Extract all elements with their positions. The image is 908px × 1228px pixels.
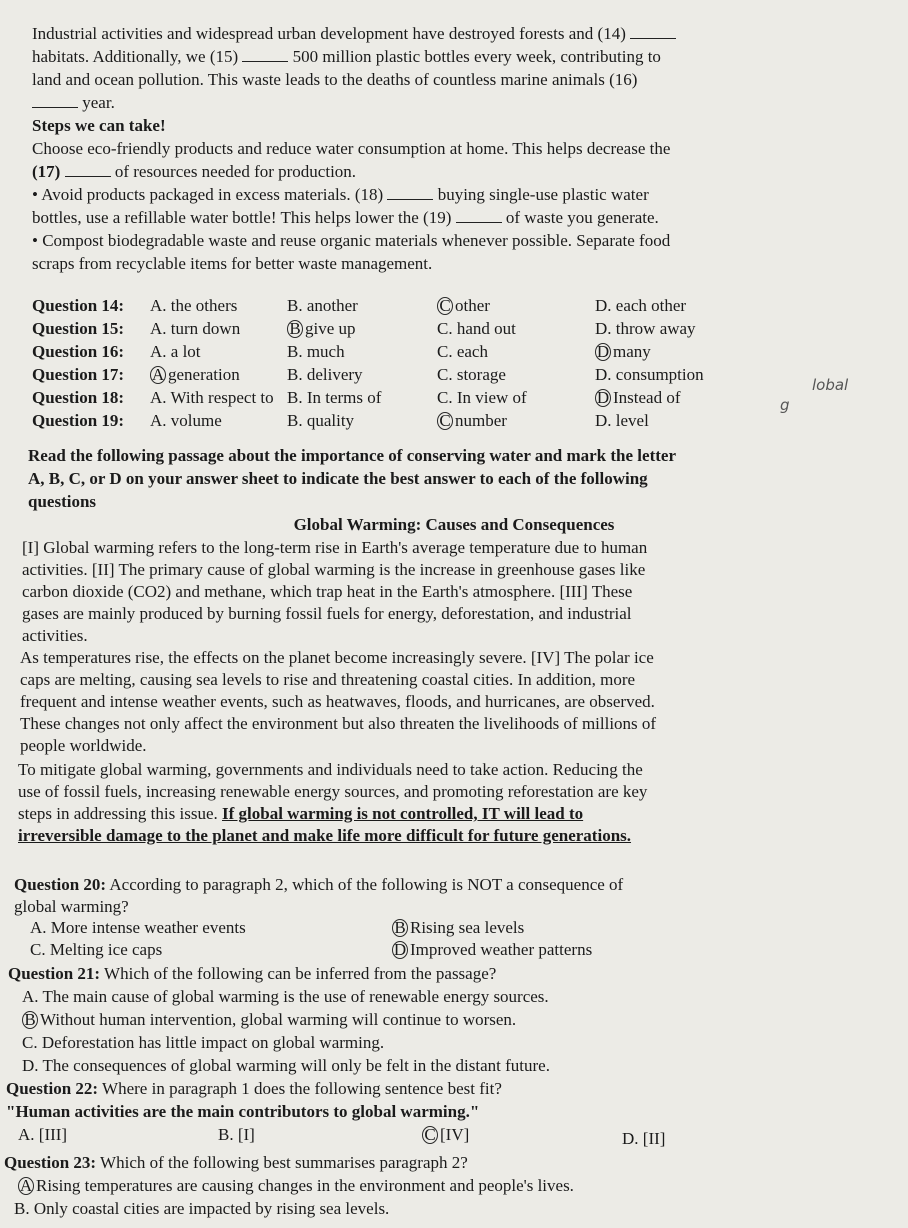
q21-option-c[interactable]: C. Deforestation has little impact on global warming. <box>22 1033 385 1052</box>
question-17-row: Question 17: A generation B. delivery C. storage D. consumption <box>32 365 704 384</box>
q14-option-c[interactable]: C other <box>437 296 490 316</box>
instructions-line-1: Read the following passage about the importance of conserving water and mark the letter <box>28 446 676 465</box>
q18-option-a[interactable]: A. With respect to <box>150 388 274 407</box>
cloze-line-2: habitats. Additionally, we (15) 500 million plastic bottles every week, contributing to <box>32 47 661 66</box>
blank-15 <box>242 47 288 62</box>
q16-option-a[interactable]: A. a lot <box>150 342 201 361</box>
passage-title: Global Warming: Causes and Consequences <box>293 515 615 534</box>
handwritten-note: lobal <box>812 376 849 394</box>
answer-circle: A <box>151 365 165 384</box>
p1-line-3: carbon dioxide (CO2) and methane, which trap heat in the Earth's atmosphere. [III] These <box>22 582 633 601</box>
answer-circle: B <box>392 919 408 937</box>
q18-option-b[interactable]: B. In terms of <box>287 388 382 407</box>
instructions-line-2: A, B, C, or D on your answer sheet to indicate the best answer to each of the following <box>28 469 648 488</box>
cloze-line-4: year. <box>32 93 115 113</box>
question-21: Question 21: Which of the following can be inferred from the passage? <box>8 964 497 983</box>
q17-option-a[interactable]: A generation <box>151 365 240 384</box>
q23-option-a[interactable]: A Rising temperatures are causing changes in the environment and people's lives. <box>19 1176 574 1195</box>
p2-line-1: As temperatures rise, the effects on the planet become increasingly severe. [IV] The polar ice <box>20 648 654 667</box>
blank-17 <box>65 162 111 177</box>
question-20: Question 20: According to paragraph 2, which of the following is NOT a consequence of <box>14 875 624 894</box>
q21-option-b[interactable]: B Without human intervention, global warming will continue to worsen. <box>22 1010 516 1030</box>
blank-16 <box>32 93 78 108</box>
question-14-row: Question 14: A. the others B. another C other D. each other <box>32 296 687 315</box>
q19-option-c[interactable]: C number <box>437 411 507 431</box>
question-23: Question 23: Which of the following best summarises paragraph 2? <box>4 1153 468 1172</box>
q14-option-d[interactable]: D. each other <box>595 296 687 315</box>
q15-option-a[interactable]: A. turn down <box>150 319 241 338</box>
q15-option-b[interactable]: B give up <box>287 319 356 339</box>
q22-option-a[interactable]: A. [III] <box>18 1125 68 1144</box>
p1-line-5: activities. <box>22 626 88 645</box>
question-22: Question 22: Where in paragraph 1 does the following sentence best fit? <box>6 1079 502 1098</box>
q14-option-a[interactable]: A. the others <box>150 296 238 315</box>
cloze-line-8: bottles, use a refillable water bottle! This helps lower the (19) of waste you generate. <box>32 208 659 227</box>
question-20-text-2: global warming? <box>14 897 129 916</box>
q15-option-d[interactable]: D. throw away <box>595 319 696 338</box>
cloze-line-10: scraps from recyclable items for better waste management. <box>32 254 433 273</box>
q23-option-b[interactable]: B. Only coastal cities are impacted by rising sea levels. <box>14 1199 390 1218</box>
p2-line-5: people worldwide. <box>20 736 147 755</box>
q17-option-d[interactable]: D. consumption <box>595 365 704 384</box>
q22-option-d[interactable]: D. [II] <box>622 1129 666 1148</box>
p3-line-4: irreversible damage to the planet and make life more difficult for future generations. <box>18 826 632 845</box>
cloze-line-6: (17) of resources needed for production. <box>32 162 357 181</box>
cloze-line-5: Choose eco-friendly products and reduce water consumption at home. This helps decrease the <box>32 139 671 158</box>
p3-line-3: steps in addressing this issue. If global warming is not controlled, IT will lead to <box>18 804 584 823</box>
answer-circle: D <box>393 940 407 959</box>
blank-19 <box>456 208 502 223</box>
q19-option-b[interactable]: B. quality <box>287 411 355 430</box>
question-16-row: Question 16: A. a lot B. much C. each D many <box>32 342 651 361</box>
p3-line-2: use of fossil fuels, increasing renewable energy sources, and promoting reforestation are key <box>18 782 648 801</box>
answer-circle: A <box>19 1176 33 1195</box>
answer-circle: C <box>437 297 453 315</box>
question-15-row: Question 15: A. turn down B give up C. hand out D. throw away <box>32 319 696 338</box>
question-19-row: Question 19: A. volume B. quality C number D. level <box>32 411 649 430</box>
q18-option-c[interactable]: C. In view of <box>437 388 527 407</box>
q18-option-d[interactable]: D Instead of <box>596 388 681 407</box>
q21-option-a[interactable]: A. The main cause of global warming is the use of renewable energy sources. <box>22 987 549 1006</box>
answer-circle: B <box>287 320 303 338</box>
q16-option-b[interactable]: B. much <box>287 342 345 361</box>
question-22-quote: "Human activities are the main contributors to global warming." <box>6 1102 480 1121</box>
q22-option-c[interactable]: C [IV] <box>422 1125 469 1145</box>
q16-option-c[interactable]: C. each <box>437 342 488 361</box>
q20-option-a[interactable]: A. More intense weather events <box>30 918 246 937</box>
p1-line-1: [I] Global warming refers to the long-term rise in Earth's average temperature due to human <box>22 538 648 557</box>
q17-option-b[interactable]: B. delivery <box>287 365 363 384</box>
cloze-line-7: • Avoid products packaged in excess materials. (18) buying single-use plastic water <box>32 185 649 204</box>
q19-option-a[interactable]: A. volume <box>150 411 222 430</box>
underlined-sentence: If global warming is not controlled, IT will lead to <box>222 804 584 823</box>
blank-18 <box>387 185 433 200</box>
p3-line-1: To mitigate global warming, governments and individuals need to take action. Reducing the <box>18 760 643 779</box>
p2-line-3: frequent and intense weather events, such as heatwaves, floods, and hurricanes, are observed. <box>20 692 655 711</box>
q16-option-d[interactable]: D many <box>596 342 651 361</box>
steps-heading: Steps we can take! <box>32 116 166 135</box>
q22-option-b[interactable]: B. [I] <box>218 1125 255 1144</box>
p1-line-4: gases are mainly produced by burning fossil fuels for energy, deforestation, and industrial <box>22 604 632 623</box>
q20-option-b[interactable]: B Rising sea levels <box>392 918 524 938</box>
q14-option-b[interactable]: B. another <box>287 296 358 315</box>
answer-circle: C <box>437 412 453 430</box>
answer-circle: D <box>596 388 610 407</box>
q20-option-d[interactable]: D Improved weather patterns <box>393 940 593 959</box>
blank-14 <box>630 24 676 39</box>
instructions-line-3: questions <box>28 492 97 511</box>
q20-option-c[interactable]: C. Melting ice caps <box>30 940 163 959</box>
q17-option-c[interactable]: C. storage <box>437 365 506 384</box>
answer-circle: B <box>22 1011 38 1029</box>
question-18-row: Question 18: A. With respect to B. In terms of C. In view of D Instead of <box>32 388 681 407</box>
answer-circle: D <box>596 342 610 361</box>
q19-option-d[interactable]: D. level <box>595 411 649 430</box>
answer-circle: C <box>422 1126 438 1144</box>
cloze-line-9: • Compost biodegradable waste and reuse organic materials whenever possible. Separate food <box>32 231 671 250</box>
q21-option-d[interactable]: D. The consequences of global warming will only be felt in the distant future. <box>22 1056 550 1075</box>
cloze-line-1: Industrial activities and widespread urban development have destroyed forests and (14) <box>32 24 676 44</box>
handwritten-note-2: g <box>780 396 790 414</box>
cloze-line-3: land and ocean pollution. This waste leads to the deaths of countless marine animals (16) <box>32 70 638 89</box>
p1-line-2: activities. [II] The primary cause of global warming is the increase in greenhouse gases like <box>22 560 646 579</box>
p2-line-4: These changes not only affect the environment but also threaten the livelihoods of millions of <box>20 714 657 733</box>
p2-line-2: caps are melting, causing sea levels to rise and threatening coastal cities. In addition, more <box>20 670 636 689</box>
q15-option-c[interactable]: C. hand out <box>437 319 516 338</box>
